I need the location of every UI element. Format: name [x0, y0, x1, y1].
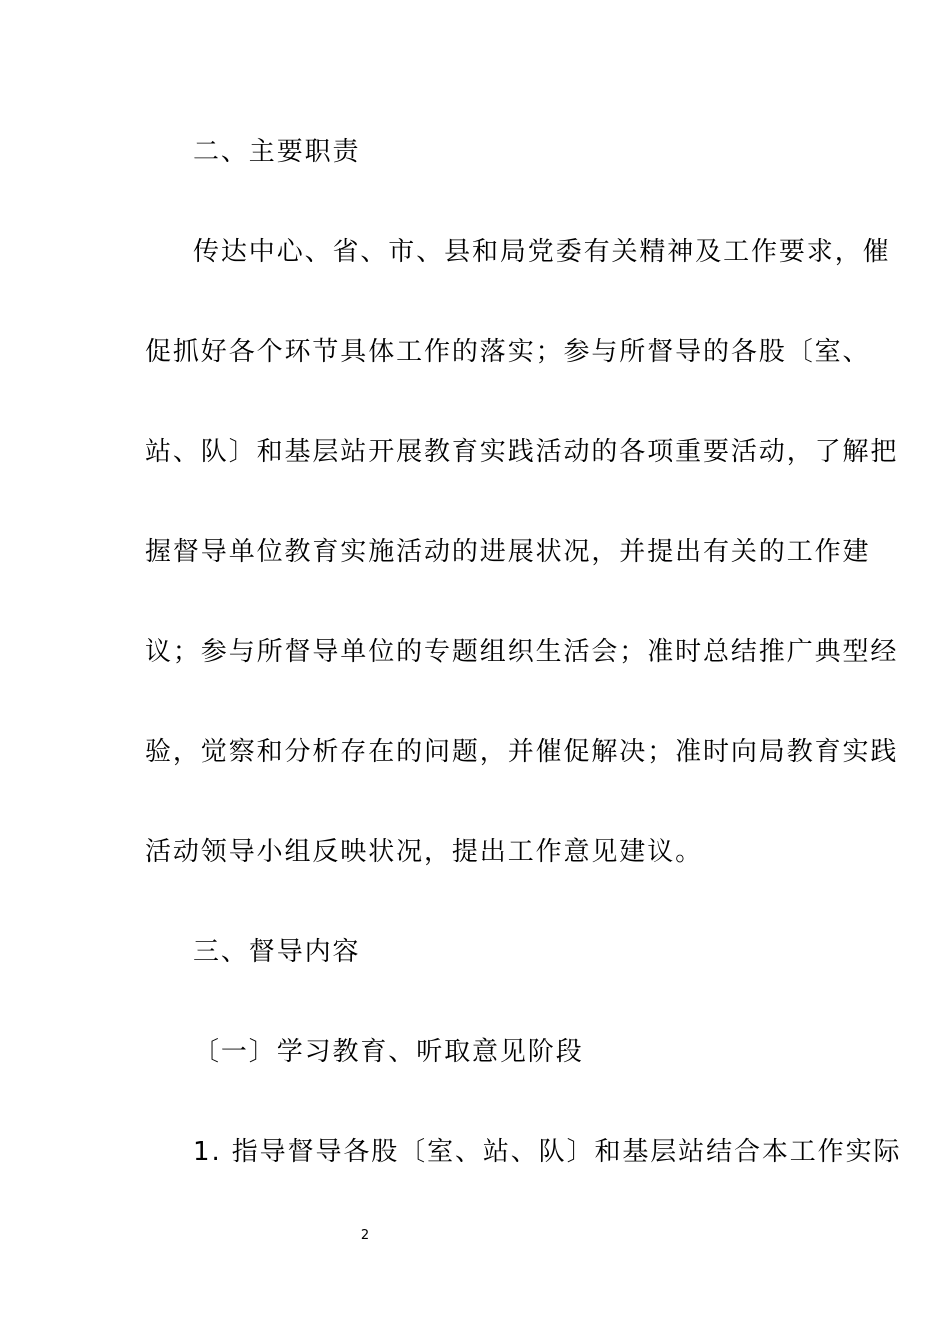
page-number: 2 [360, 1228, 370, 1243]
paragraph-line: 议；参与所督导单位的专题组织生活会；准时总结推广典型经 [145, 637, 899, 667]
subsection-heading: 〔一〕学习教育、听取意见阶段 [193, 1037, 584, 1067]
paragraph-line: 促抓好各个环节具体工作的落实；参与所督导的各股〔室、 [145, 337, 871, 367]
paragraph-line: 活动领导小组反映状况，提出工作意见建议。 [145, 837, 704, 867]
section-heading-content: 三、督导内容 [193, 937, 361, 967]
paragraph-line: 验，觉察和分析存在的问题，并催促解决；准时向局教育实践 [145, 737, 899, 767]
paragraph-line: 握督导单位教育实施活动的进展状况，并提出有关的工作建 [145, 537, 871, 567]
paragraph-line: 传达中心、省、市、县和局党委有关精神及工作要求，催 [193, 237, 891, 267]
section-heading-duties: 二、主要职责 [193, 137, 361, 167]
numbered-item: 1. 指导督导各股〔室、站、队〕和基层站结合本工作实际 [193, 1137, 902, 1167]
paragraph-line: 站、队〕和基层站开展教育实践活动的各项重要活动，了解把 [145, 437, 899, 467]
